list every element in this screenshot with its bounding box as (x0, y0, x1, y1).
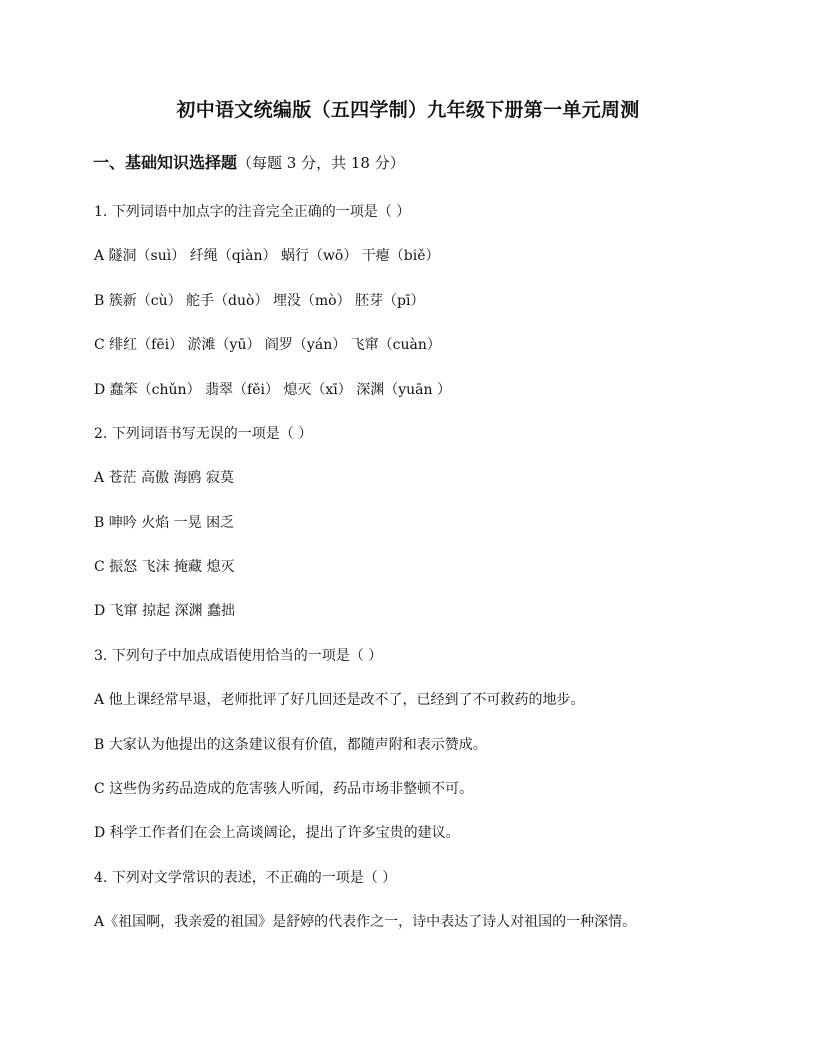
question-4-option-a: A《祖国啊，我亲爱的祖国》是舒婷的代表作之一，诗中表达了诗人对祖国的一种深情。 (94, 914, 637, 930)
question-2-stem: 2. 下列词语书写无误的一项是（ ） (94, 426, 313, 442)
page-title: 初中语文统编版（五四学制）九年级下册第一单元周测 (176, 99, 640, 121)
question-4-stem: 4. 下列对文学常识的表述，不正确的一项是（ ） (94, 870, 397, 886)
question-2-option-d: D 飞窜 掠起 深渊 蠢拙 (94, 603, 236, 619)
section-heading (93, 150, 405, 173)
question-3-option-d: D 科学工作者们在会上高谈阔论，提出了许多宝贵的建议。 (94, 825, 460, 841)
question-3-option-b: B 大家认为他提出的这条建议很有价值，都随声附和表示赞成。 (94, 737, 487, 753)
section-score-note: （每题 3 分，共 18 分） (237, 154, 405, 172)
question-2-option-c: C 振怒 飞沫 掩藏 熄灭 (94, 559, 235, 575)
question-3-option-c: C 这些伪劣药品造成的危害骇人听闻，药品市场非整顿不可。 (94, 781, 474, 797)
question-1-option-d: D 蠢笨（chǔn） 翡翠（fěi） 熄灭（xī） 深渊（yuān ） (94, 382, 451, 398)
question-2-option-a: A 苍茫 高傲 海鸥 寂莫 (94, 470, 234, 486)
section-heading-label: 一、基础知识选择题 (93, 153, 238, 172)
question-3-option-a: A 他上课经常早退，老师批评了好几回还是改不了，已经到了不可救药的地步。 (94, 692, 585, 708)
question-1-option-c: C 绯红（fēi） 淤滩（yū） 阎罗（yán） 飞窜（cuàn） (94, 337, 441, 353)
question-1-option-a: A 隧洞（suì） 纤绳（qiàn） 蜗行（wō） 干瘪（biě） (94, 248, 440, 264)
question-1-stem: 1. 下列词语中加点字的注音完全正确的一项是（ ） (94, 204, 411, 220)
question-2-option-b: B 呻吟 火焰 一晃 困乏 (94, 515, 235, 531)
question-1-option-b: B 簇新（cù） 舵手（duò） 埋没（mò） 胚芽（pī） (94, 293, 425, 309)
question-3-stem: 3. 下列句子中加点成语使用恰当的一项是（ ） (94, 648, 383, 664)
